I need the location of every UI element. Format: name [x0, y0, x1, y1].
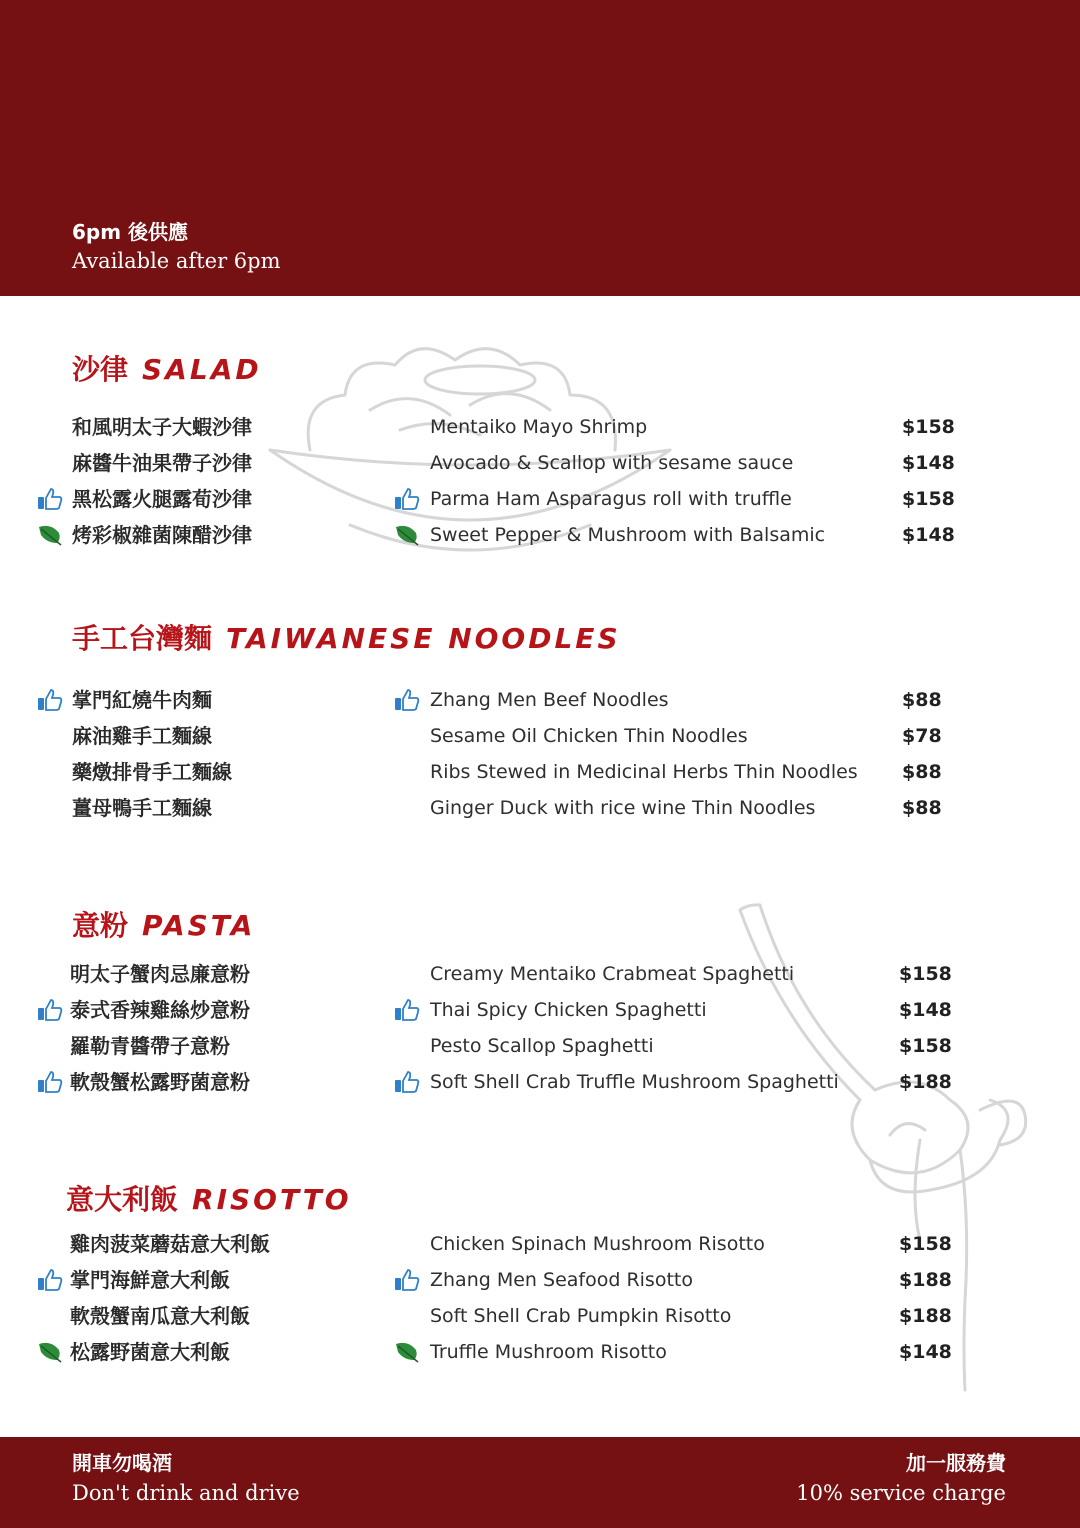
item-name-zh: 軟殼蟹南瓜意大利飯	[70, 1304, 250, 1328]
list-item	[0, 1334, 1080, 1370]
item-price: $78	[902, 725, 942, 747]
section-title-noodles-zh: 手工台灣麵	[72, 622, 213, 655]
item-name-en: Chicken Spinach Mushroom Risotto	[430, 1233, 765, 1255]
list-item	[0, 718, 1080, 754]
pasta-list	[0, 956, 1080, 1100]
thumbs-up-icon	[37, 487, 63, 511]
item-price: $188	[899, 1305, 952, 1327]
item-price: $148	[899, 1341, 952, 1363]
list-item	[0, 445, 1080, 481]
item-name-zh: 松露野菌意大利飯	[70, 1340, 230, 1364]
item-name-zh: 羅勒青醬帶子意粉	[70, 1034, 230, 1058]
item-name-en: Pesto Scallop Spaghetti	[430, 1035, 654, 1057]
noodles-list	[0, 682, 1080, 826]
availability-note	[72, 218, 281, 276]
item-name-en: Sesame Oil Chicken Thin Noodles	[430, 725, 748, 747]
item-name-en: Parma Ham Asparagus roll with truffle	[430, 488, 792, 510]
item-name-en: Zhang Men Seafood Risotto	[430, 1269, 693, 1291]
item-price: $88	[902, 689, 942, 711]
drink-drive-note	[72, 1449, 300, 1509]
footer-right-en: 10% service charge	[796, 1481, 1006, 1505]
item-name-en: Soft Shell Crab Truffle Mushroom Spaghetti	[430, 1071, 839, 1093]
list-item	[0, 1064, 1080, 1100]
list-item	[0, 517, 1080, 553]
item-name-en: Mentaiko Mayo Shrimp	[430, 416, 648, 438]
section-title-risotto-en: RISOTTO	[192, 1183, 352, 1216]
item-name-zh: 藥燉排骨手工麵線	[72, 760, 232, 784]
item-name-zh: 泰式香辣雞絲炒意粉	[70, 998, 250, 1022]
footer-left-en: Don't drink and drive	[72, 1481, 300, 1505]
item-name-zh: 和風明太子大蝦沙律	[72, 415, 252, 439]
item-name-zh: 軟殼蟹松露野菌意粉	[70, 1070, 250, 1094]
list-item	[0, 956, 1080, 992]
thumbs-up-icon	[394, 1070, 420, 1094]
item-price: $88	[902, 797, 942, 819]
item-name-en: Thai Spicy Chicken Spaghetti	[430, 999, 707, 1021]
item-name-en: Soft Shell Crab Pumpkin Risotto	[430, 1305, 732, 1327]
footer-left-zh: 開車勿喝酒	[72, 1451, 172, 1475]
item-price: $158	[899, 1233, 952, 1255]
item-price: $148	[899, 999, 952, 1021]
item-name-zh: 掌門海鮮意大利飯	[70, 1268, 230, 1292]
footer-band	[0, 1437, 1080, 1528]
section-title-pasta-zh: 意粉	[72, 909, 129, 942]
thumbs-up-icon	[394, 1268, 420, 1292]
item-price: $158	[902, 488, 955, 510]
section-title-risotto-zh: 意大利飯	[66, 1183, 179, 1216]
item-name-zh: 掌門紅燒牛肉麵	[72, 688, 212, 712]
list-item	[0, 481, 1080, 517]
list-item	[0, 1226, 1080, 1262]
thumbs-up-icon	[394, 688, 420, 712]
list-item	[0, 754, 1080, 790]
item-name-zh: 黑松露火腿露荀沙律	[72, 487, 252, 511]
section-title-salad	[72, 348, 262, 388]
item-name-en: Truffle Mushroom Risotto	[430, 1341, 667, 1363]
thumbs-up-icon	[394, 487, 420, 511]
list-item	[0, 1262, 1080, 1298]
list-item	[0, 992, 1080, 1028]
item-name-zh: 雞肉菠菜蘑菇意大利飯	[70, 1232, 270, 1256]
thumbs-up-icon	[37, 1070, 63, 1094]
availability-en: Available after 6pm	[72, 249, 281, 273]
item-name-zh: 麻醬牛油果帶子沙律	[72, 451, 252, 475]
item-price: $158	[902, 416, 955, 438]
footer-right-zh: 加一服務費	[906, 1451, 1006, 1475]
item-price: $158	[899, 1035, 952, 1057]
section-title-salad-en: SALAD	[142, 353, 262, 386]
list-item	[0, 1028, 1080, 1064]
item-name-en: Ribs Stewed in Medicinal Herbs Thin Noodles	[430, 761, 858, 783]
leaf-icon	[394, 523, 420, 547]
item-name-en: Zhang Men Beef Noodles	[430, 689, 669, 711]
item-name-zh: 明太子蟹肉忌廉意粉	[70, 962, 250, 986]
thumbs-up-icon	[37, 688, 63, 712]
item-price: $148	[902, 524, 955, 546]
section-title-pasta-en: PASTA	[142, 909, 256, 942]
thumbs-up-icon	[37, 1268, 63, 1292]
leaf-icon	[37, 523, 63, 547]
item-name-zh: 麻油雞手工麵線	[72, 724, 212, 748]
item-name-en: Avocado & Scallop with sesame sauce	[430, 452, 794, 474]
leaf-icon	[37, 1340, 63, 1364]
item-name-zh: 烤彩椒雜菌陳醋沙律	[72, 523, 252, 547]
item-name-zh: 薑母鴨手工麵線	[72, 796, 212, 820]
section-title-noodles	[72, 617, 621, 657]
section-title-salad-zh: 沙律	[72, 353, 129, 386]
item-price: $188	[899, 1071, 952, 1093]
service-charge-note	[796, 1449, 1006, 1509]
list-item	[0, 1298, 1080, 1334]
section-title-pasta	[72, 904, 255, 944]
item-name-en: Sweet Pepper & Mushroom with Balsamic	[430, 524, 826, 546]
item-price: $188	[899, 1269, 952, 1291]
item-name-en: Ginger Duck with rice wine Thin Noodles	[430, 797, 816, 819]
risotto-list	[0, 1226, 1080, 1370]
list-item	[0, 682, 1080, 718]
item-price: $158	[899, 963, 952, 985]
item-name-en: Creamy Mentaiko Crabmeat Spaghetti	[430, 963, 795, 985]
section-title-noodles-en: TAIWANESE NOODLES	[226, 622, 621, 655]
section-title-risotto	[66, 1178, 352, 1218]
availability-zh: 6pm 後供應	[72, 220, 189, 244]
item-price: $148	[902, 452, 955, 474]
header-band	[0, 0, 1080, 296]
salad-list	[0, 409, 1080, 553]
item-price: $88	[902, 761, 942, 783]
list-item	[0, 790, 1080, 826]
list-item	[0, 409, 1080, 445]
leaf-icon	[394, 1340, 420, 1364]
thumbs-up-icon	[37, 998, 63, 1022]
thumbs-up-icon	[394, 998, 420, 1022]
